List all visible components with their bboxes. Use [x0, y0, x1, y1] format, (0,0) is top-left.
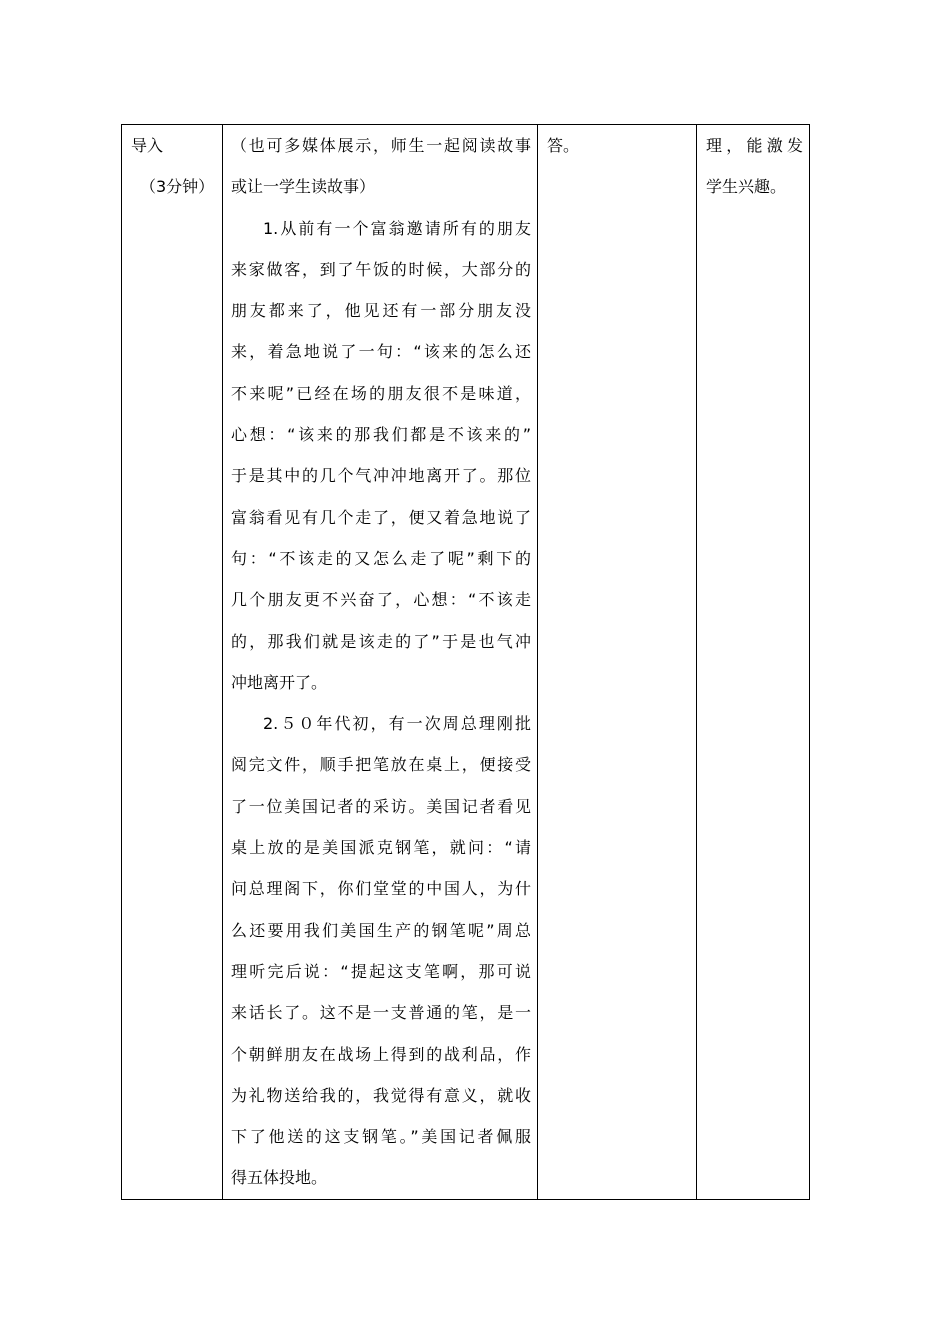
story-line: 句：“不该走的又怎么走了呢”剩下的 [231, 548, 531, 568]
story-1-paragraph [231, 208, 531, 704]
story-line: 心想：“该来的那我们都是不该来的” [231, 425, 531, 445]
story-line: 理听完后说：“提起这支笔啊，那可说 [231, 961, 531, 981]
story-line: 冲地离开了。 [231, 672, 328, 692]
intro-paragraph [231, 125, 531, 208]
story-line: 了一位美国记者的采访。美国记者看见 [231, 796, 531, 816]
story-line: 么还要用我们美国生产的钢笔呢”周总 [231, 920, 531, 940]
story-line: 朋友都来了，他见还有一部分朋友没 [231, 301, 531, 321]
design-intent-cell [697, 125, 810, 1200]
stage-title: 导入 [131, 136, 164, 155]
story-line: 的，那我们就是该走的了”于是也气冲 [231, 631, 531, 651]
story-line: 来家做客，到了午饭的时候，大部分的 [231, 259, 531, 279]
lesson-plan-table [121, 124, 810, 1200]
story-line: 富翁看见有几个走了，便又着急地说了 [231, 507, 531, 527]
story-line: 为礼物送给我的，我觉得有意义，就收 [231, 1085, 531, 1105]
intro-line: （也可多媒体展示，师生一起阅读故事 [231, 136, 531, 155]
story-line: 阅完文件，顺手把笔放在桌上，便接受 [231, 755, 531, 775]
teacher-activity-cell [223, 125, 538, 1200]
story-line: 来话长了。这不是一支普通的笔，是一 [231, 1003, 531, 1023]
story-line: 几个朋友更不兴奋了，心想：“不该走 [231, 590, 531, 610]
design-intent-text: 学生兴趣。 [706, 177, 787, 197]
student-activity-text: 答。 [547, 136, 580, 155]
story-line: 问总理阁下，你们堂堂的中国人，为什 [231, 879, 531, 899]
story-line: 下了他送的这支钢笔。”美国记者佩服 [231, 1127, 531, 1147]
story-line: 桌上放的是美国派克钢笔，就问：“请 [231, 838, 531, 858]
story-line: 不来呢”已经在场的朋友很不是味道， [231, 383, 531, 403]
intro-line: 或让一学生读故事） [231, 177, 376, 197]
story-line: 得五体投地。 [231, 1168, 328, 1188]
story-line: 于是其中的几个气冲冲地离开了。那位 [231, 466, 531, 486]
design-intent-text: 理，能激发 [706, 136, 803, 155]
stage-duration: （3分钟） [140, 177, 215, 197]
story-line: 来，着急地说了一句：“该来的怎么还 [231, 342, 531, 362]
story-line: 1.从前有一个富翁邀请所有的朋友 [263, 218, 531, 238]
story-2-paragraph [231, 703, 531, 1199]
student-activity-cell [538, 125, 697, 1200]
story-line: 2.５０年代初，有一次周总理刚批 [263, 714, 531, 734]
story-line: 个朝鲜朋友在战场上得到的战利品，作 [231, 1044, 531, 1064]
table-row [122, 125, 810, 1200]
stage-cell [122, 125, 223, 1200]
